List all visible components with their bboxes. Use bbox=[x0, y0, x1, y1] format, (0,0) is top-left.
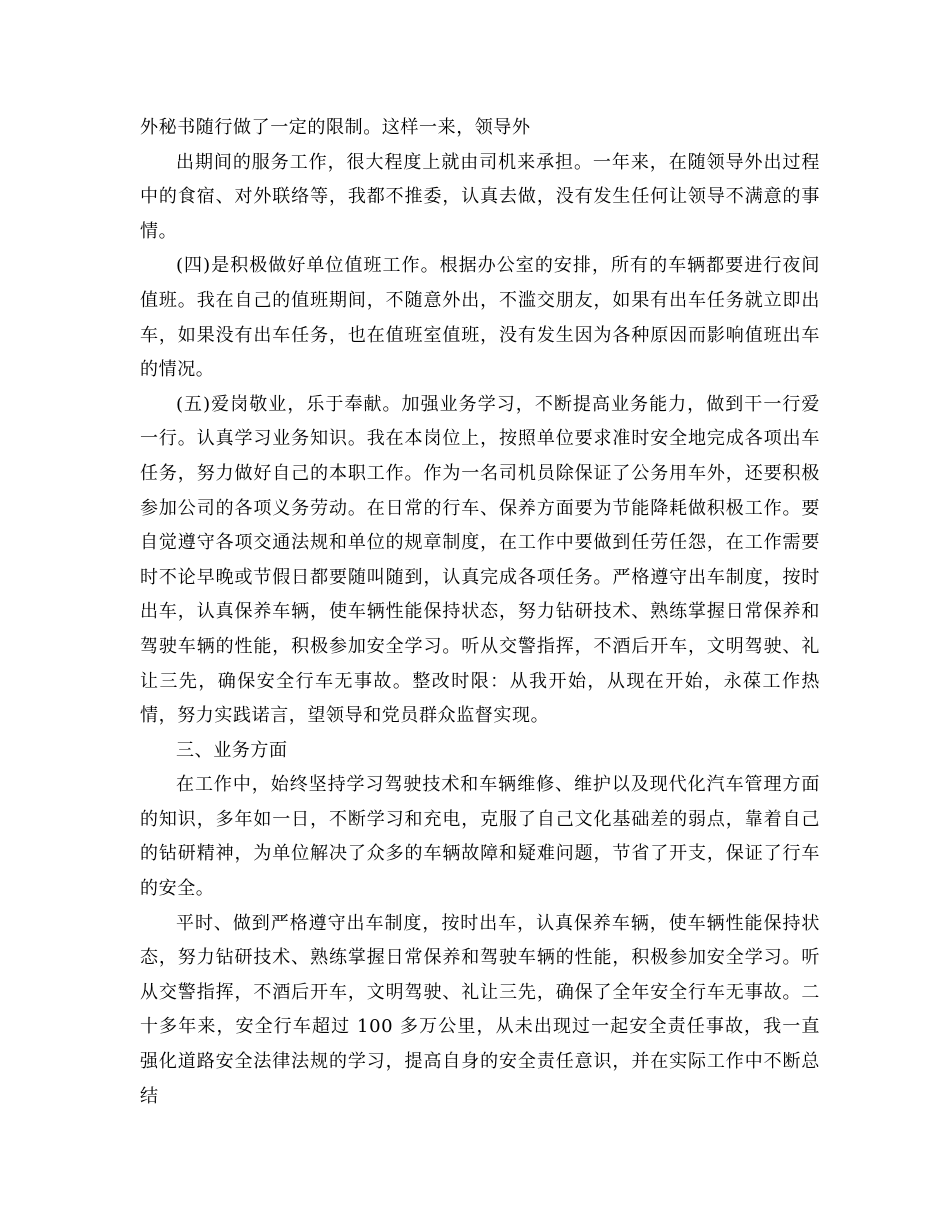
paragraph-safe-driving: 平时、做到严格遵守出车制度，按时出车，认真保养车辆，使车辆性能保持状态，努力钻研技术、熟练掌握日常保养和驾驶车辆的性能，积极参加安全学习。听从交警指挥，不酒后开车，文明驾驶、礼让三先，确保了全年安全行车无事故。二十多年来，安全行车超过 100 多万公里，从未出现过一起安全责任事故，我一直强化道路安全法律法规的学习，提高自身的安全责任意识，并在实际工作中不断总结 bbox=[140, 912, 820, 1107]
paragraph-service-duties: 出期间的服务工作，很大程度上就由司机来承担。一年来，在随领导外出过程中的食宿、对外联络等，我都不推委，认真去做，没有发生任何让领导不满意的事情。 bbox=[140, 151, 820, 242]
paragraph-dedication: (五)爱岗敬业，乐于奉献。加强业务学习，不断提高业务能力，做到干一行爱一行。认真学习业务知识。我在本岗位上，按照单位要求准时安全地完成各项出车任务，努力做好自己的本职工作。作为一名司机员除保证了公务用车外，还要积极参加公司的各项义务劳动。在日常的行车、保养方面要为节能降耗做积极工作。要自觉遵守各项交通法规和单位的规章制度，在工作中要做到任劳任怨，在工作需要时不论早晚或节假日都要随叫随到，认真完成各项任务。严格遵守出车制度，按时出车，认真保养车辆，使车辆性能保持状态，努力钻研技术、熟练掌握日常保养和驾驶车辆的性能，积极参加安全学习。听从交警指挥，不酒后开车，文明驾驶、礼让三先，确保安全行车无事故。整改时限：从我开始，从现在开始，永葆工作热情，努力实践诺言，望领导和党员群众监督实现。 bbox=[140, 393, 820, 727]
section-heading-business: 三、业务方面 bbox=[176, 739, 288, 761]
paragraph-technical-learning: 在工作中，始终坚持学习驾驶技术和车辆维修、维护以及现代化汽车管理方面的知识，多年如一日，不断学习和充电，克服了自己文化基础差的弱点，靠着自己的钻研精神，为单位解决了众多的车辆故障和疑难问题，节省了开支，保证了行车的安全。 bbox=[140, 774, 820, 900]
paragraph-duty-shift: (四)是积极做好单位值班工作。根据办公室的安排，所有的车辆都要进行夜间值班。我在自己的值班期间，不随意外出，不滥交朋友，如果有出车任务就立即出车，如果没有出车任务，也在值班室值班，没有发生因为各种原因而影响值班出车的情况。 bbox=[140, 255, 820, 381]
document-page bbox=[140, 111, 820, 1114]
paragraph-continuation: 外秘书随行做了一定的限制。这样一来，领导外 bbox=[140, 117, 531, 138]
